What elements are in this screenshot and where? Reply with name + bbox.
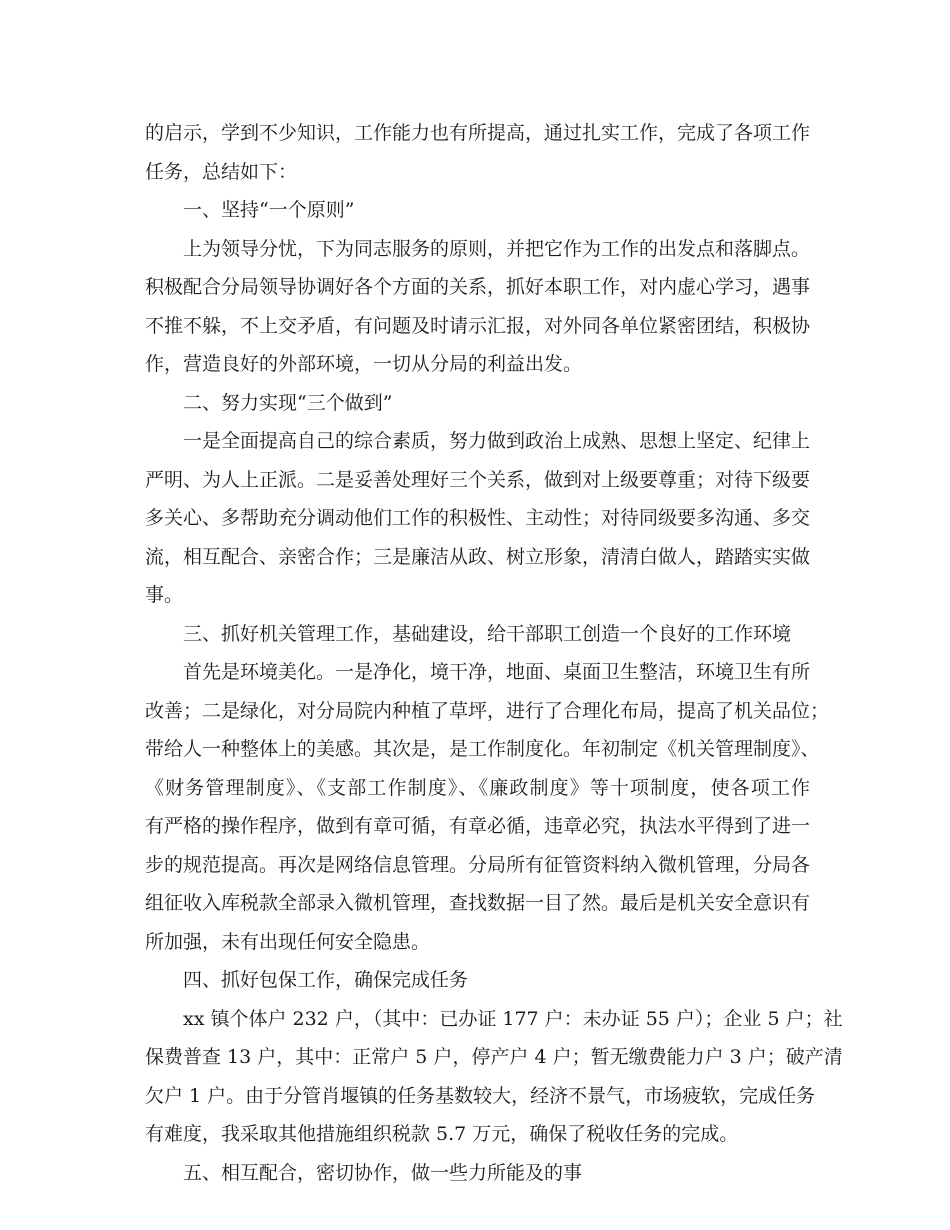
text-line: 有严格的操作程序，做到有章可循，有章必循，违章必究，执法水平得到了进一 — [145, 815, 811, 837]
text-line: 四、抓好包保工作，确保完成任务 — [183, 969, 469, 991]
text-line: 二、努力实现“三个做到” — [183, 391, 393, 414]
text-line: 事。 — [145, 584, 184, 606]
text-line: 多关心、多帮助充分调动他们工作的积极性、主动性；对待同级要多沟通、多交 — [145, 507, 811, 529]
text-line: 《财务管理制度》、《支部工作制度》、《廉政制度》等十项制度，使各项工作 — [145, 776, 810, 799]
text-line: xx 镇个体户 232 户，（其中：已办证 177 户：未办证 55 户）；企业 5 户；社 — [183, 1007, 843, 1030]
text-line: 所加强，未有出现任何安全隐患。 — [145, 930, 431, 953]
text-line: 一、坚持“一个原则” — [183, 199, 355, 221]
text-line: 改善；二是绿化，对分局院内种植了草坪，进行了合理化布局，提高了机关品位； — [145, 699, 830, 722]
text-line: 保费普查 13 户，其中：正常户 5 户，停产户 4 户；暂无缴费能力户 3 户；破产清 — [145, 1046, 843, 1068]
text-line: 三、抓好机关管理工作，基础建设，给干部职工创造一个良好的工作环境 — [183, 622, 792, 645]
text-line: 任务，总结如下： — [145, 160, 298, 183]
text-line: 上为领导分忧，下为同志服务的原则，并把它作为工作的出发点和落脚点。 — [183, 237, 811, 260]
text-line: 一是全面提高自己的综合素质，努力做到政治上成熟、思想上坚定、纪律上 — [183, 430, 811, 452]
text-line: 的启示，学到不少知识，工作能力也有所提高，通过扎实工作，完成了各项工作 — [145, 122, 811, 144]
text-line: 首先是环境美化。一是净化，境干净，地面、桌面卫生整洁，环境卫生有所 — [183, 661, 811, 683]
document-body — [145, 114, 843, 1192]
text-line: 组征收入库税款全部录入微机管理，查找数据一目了然。最后是机关安全意识有 — [145, 892, 811, 914]
text-line: 步的规范提高。再次是网络信息管理。分局所有征管资料纳入微机管理，分局各 — [145, 853, 811, 876]
text-line: 带给人一种整体上的美感。其次是，是工作制度化。年初制定《机关管理制度》、 — [145, 738, 820, 760]
text-line: 不推不躲，不上交矛盾，有问题及时请示汇报，对外同各单位紧密团结，积极协 — [145, 314, 811, 337]
text-line: 欠户 1 户。由于分管肖堰镇的任务基数较大，经济不景气，市场疲软，完成任务 — [145, 1084, 816, 1107]
text-line: 作，营造良好的外部环境，一切从分局的利益出发。 — [145, 353, 583, 375]
text-line: 积极配合分局领导协调好各个方面的关系，抓好本职工作，对内虚心学习，遇事 — [145, 276, 811, 298]
text-line: 有难度，我采取其他措施组织税款 5.7 万元，确保了税收任务的完成。 — [145, 1123, 739, 1145]
text-line: 流，相互配合、亲密合作；三是廉洁从政、树立形象，清清白做人，踏踏实实做 — [145, 545, 811, 568]
text-line: 五、相互配合，密切协作，做一些力所能及的事 — [183, 1161, 583, 1184]
text-line: 严明、为人上正派。二是妥善处理好三个关系，做到对上级要尊重；对待下级要 — [145, 468, 811, 491]
